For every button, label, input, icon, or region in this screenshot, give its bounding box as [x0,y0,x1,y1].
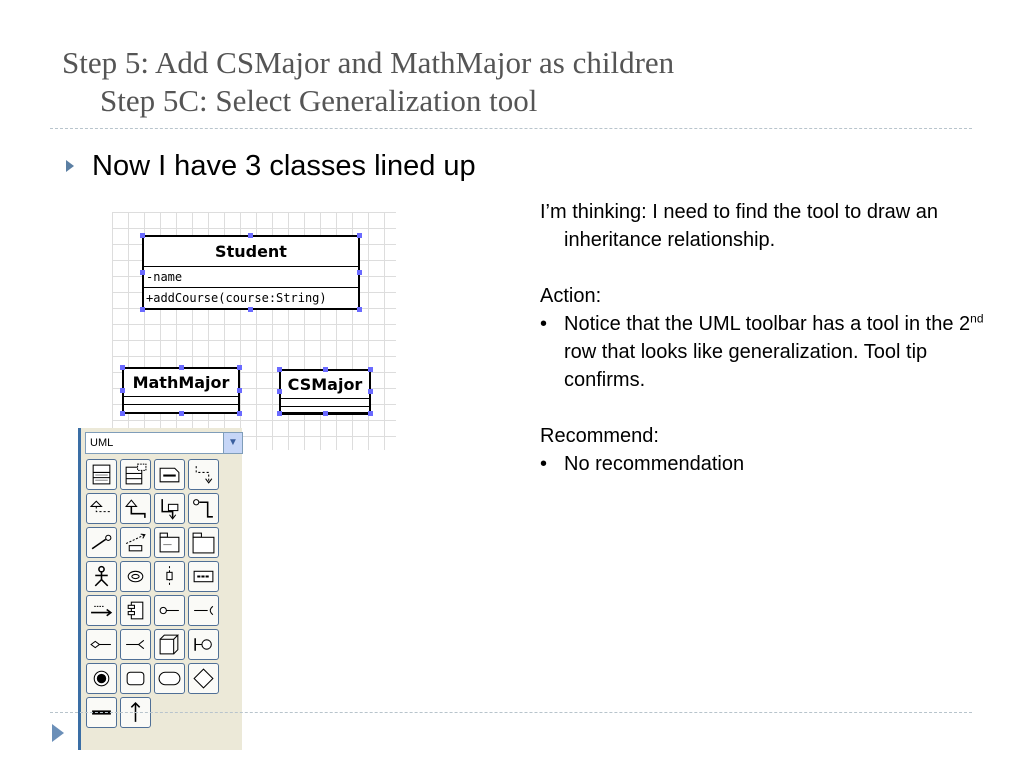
dependency-icon [191,462,216,487]
resize-handle[interactable] [140,270,145,275]
palette-selector[interactable] [85,432,243,454]
message-tool[interactable] [86,595,117,626]
resize-handle[interactable] [368,411,373,416]
slide-nav-arrow-icon [52,724,64,742]
decision-icon [191,666,216,691]
action-heading: Action: [540,285,602,307]
class-name: Student [144,237,358,267]
text-tool[interactable] [154,459,185,490]
lifeline-tool[interactable] [154,561,185,592]
activity-tool[interactable] [154,663,185,694]
resize-handle[interactable] [140,307,145,312]
tool-grid [86,459,219,728]
association-label-icon [123,530,148,555]
state-icon [123,666,148,691]
package-tool[interactable] [154,527,185,558]
actor-icon [89,564,114,589]
folder-tool[interactable] [188,527,219,558]
dependency-tool[interactable] [188,459,219,490]
required-interface-icon [191,598,216,623]
attributes-compartment [281,399,369,407]
node-icon [157,632,182,657]
student-class[interactable] [142,235,360,310]
object-tool[interactable] [188,561,219,592]
class-attribute: -name [144,267,358,288]
resize-handle[interactable] [120,365,125,370]
initial-state-tool[interactable] [86,663,117,694]
resize-handle[interactable] [357,307,362,312]
palette-selector-value: UML [90,437,114,449]
resize-handle[interactable] [323,367,328,372]
component-tool[interactable] [120,595,151,626]
navigable-association-tool[interactable] [86,527,117,558]
provided-interface-tool[interactable] [154,595,185,626]
resize-handle[interactable] [357,270,362,275]
resize-handle[interactable] [248,233,253,238]
main-bullet: Now I have 3 classes lined up [92,150,476,182]
text-icon [157,462,182,487]
notes-panel [540,198,1000,478]
resize-handle[interactable] [140,233,145,238]
resize-handle[interactable] [368,367,373,372]
folder-icon [191,530,216,555]
message-icon [89,598,114,623]
realization-tool[interactable] [120,493,151,524]
uml-palette [78,428,242,750]
package-icon [157,530,182,555]
use-case-icon [123,564,148,589]
interface-tool[interactable] [120,459,151,490]
composition-tool[interactable] [120,629,151,660]
attributes-compartment [124,397,238,405]
thinking-text: I’m thinking: I need to find the tool to draw an inheritance relationship. [540,201,939,251]
node-tool[interactable] [154,629,185,660]
title-divider [50,128,972,129]
aggregation-tool[interactable] [86,629,117,660]
recommend-bullet: • No recommendation [540,450,1000,478]
mathmajor-class[interactable] [122,367,240,414]
resize-handle[interactable] [277,411,282,416]
decision-tool[interactable] [188,663,219,694]
footer-divider [50,712,972,713]
actor-tool[interactable] [86,561,117,592]
resize-handle[interactable] [323,411,328,416]
lifeline-icon [157,564,182,589]
interface-lollipop-tool[interactable] [188,629,219,660]
resize-handle[interactable] [179,411,184,416]
slide-title-line2: Step 5C: Select Generalization tool [100,83,538,118]
use-case-tool[interactable] [120,561,151,592]
required-interface-tool[interactable] [188,595,219,626]
bullet-arrow-icon [66,160,74,172]
bullet-dot-icon: • [540,313,548,335]
resize-handle[interactable] [237,411,242,416]
action-bullet: • Notice that the UML toolbar has a tool in the 2nd row that looks like generalization. Tool tip confirms. [540,311,984,391]
class-tool[interactable] [86,459,117,490]
resize-handle[interactable] [368,389,373,394]
navigable-association-icon [89,530,114,555]
class-operation: +addCourse(course:String) [146,291,327,305]
bullet-dot-icon: • [540,453,548,475]
recommend-heading: Recommend: [540,425,659,447]
resize-handle[interactable] [179,365,184,370]
interface-icon [123,462,148,487]
object-icon [191,564,216,589]
resize-handle[interactable] [120,411,125,416]
resize-handle[interactable] [237,388,242,393]
class-icon [89,462,114,487]
interface-lollipop-icon [191,632,216,657]
association-class-icon [157,496,182,521]
resize-handle[interactable] [357,233,362,238]
aggregation-icon [89,632,114,657]
association-icon [191,496,216,521]
resize-handle[interactable] [277,389,282,394]
resize-handle[interactable] [248,307,253,312]
resize-handle[interactable] [277,367,282,372]
provided-interface-icon [157,598,182,623]
diagram-canvas[interactable] [112,212,396,450]
slide-title-line1: Step 5: Add CSMajor and MathMajor as children [62,45,675,80]
class-name: MathMajor [124,369,238,397]
association-tool[interactable] [188,493,219,524]
class-name: CSMajor [281,371,369,399]
csmajor-class[interactable] [279,369,371,414]
generalization-icon [89,496,114,521]
composition-icon [123,632,148,657]
slide-title [62,44,674,120]
resize-handle[interactable] [120,388,125,393]
state-tool[interactable] [120,663,151,694]
activity-icon [157,666,182,691]
association-label-tool[interactable] [120,527,151,558]
association-class-tool[interactable] [154,493,185,524]
realization-icon [123,496,148,521]
generalization-tool[interactable] [86,493,117,524]
resize-handle[interactable] [237,365,242,370]
chevron-down-icon[interactable]: ▼ [223,433,242,453]
component-icon [123,598,148,623]
initial-state-icon [89,666,114,691]
